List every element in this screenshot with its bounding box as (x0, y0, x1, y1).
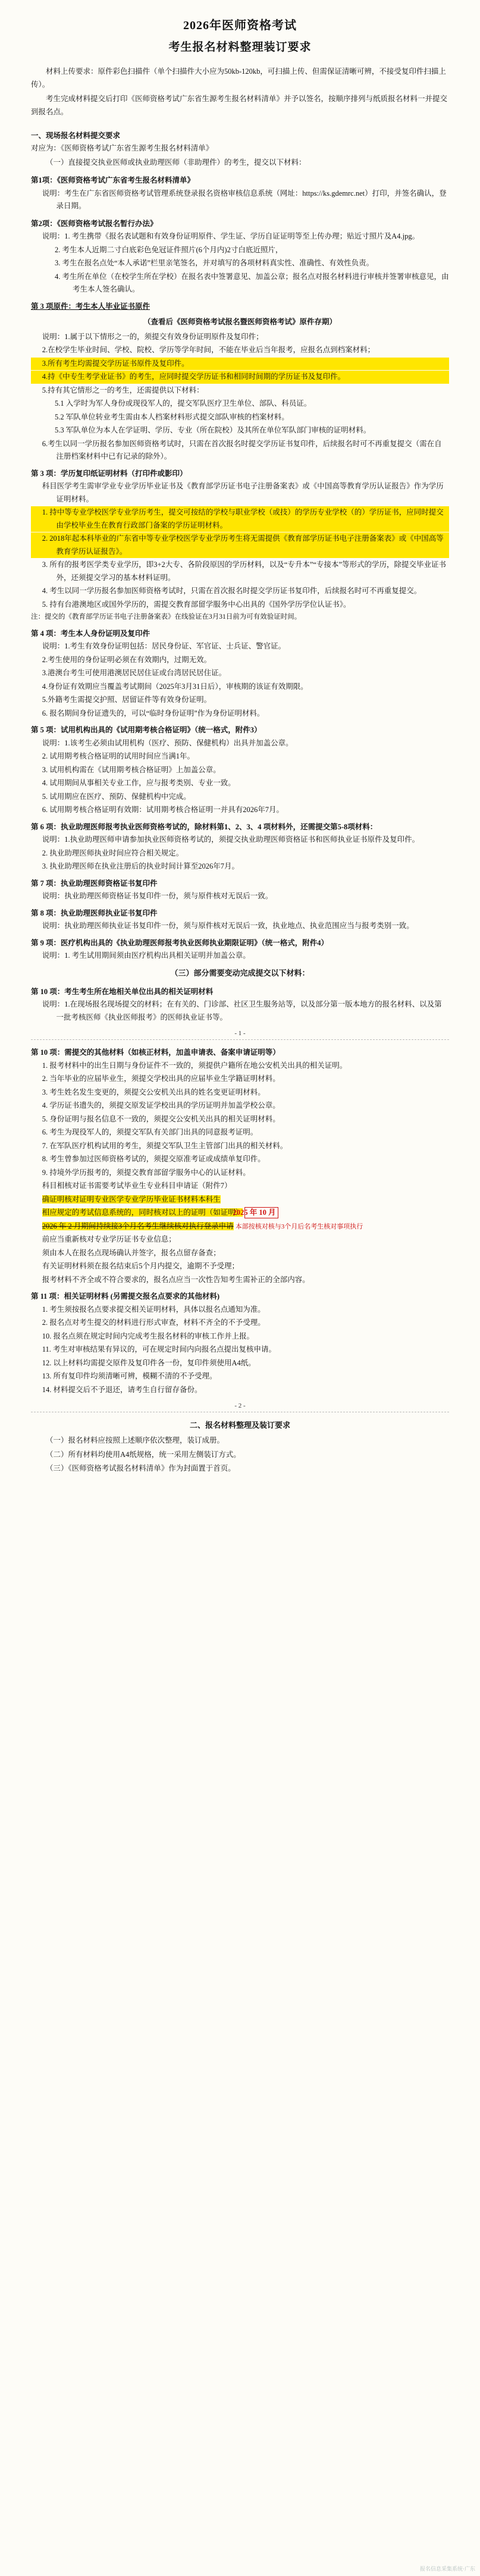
item-2-note-4: 4. 考生所在单位（在校学生所在学校）在报名表中签署意见、加盖公章；报名点对报名材料进行审核并签署审核意见，由考生本人签名确认。 (55, 272, 449, 294)
item-10-heading: 第 9 项：医疗机构出具的《执业助理医师报考执业医师执业期限证明》（统一格式，附件4） (31, 938, 329, 947)
section-2-line-2: （二）所有材料均使用A4纸规格，统一采用左侧装订方式。 (46, 1450, 241, 1459)
item-3-note-5: 5.持有其它情形之一的考生，还需提供以下材料： (42, 386, 204, 394)
item-9-note-1: 说明：执业助理医师执业证书复印件一份，须与原件核对无误后一致，执业地点、执业范围应当与报考类别一致。 (42, 922, 414, 930)
item-2-heading: 第2项：《医师资格考试报名暂行办法》 (31, 219, 158, 228)
item-3-subtitle: （查看后《医师资格考试报名暨医师资格考试》原件存期） (143, 318, 337, 327)
item-1-heading: 第1项：《医师资格考试广东省考生报名材料清单》 (31, 176, 195, 185)
item-8-heading: 第 7 项：执业助理医师资格证书复印件 (31, 879, 158, 888)
intro-paragraph-1: 材料上传要求：原件彩色扫描件（单个扫描件大小应为50kb-120kb，可扫描上传、但需保证清晰可辨，不接受复印件扫描上传）。 (31, 67, 446, 89)
highlight-line-2: 确证明核对证明专业医学专业学历毕业证书材料本科生 (42, 1195, 221, 1204)
item-6-note-3: 3. 试用机构需在《试用期考核合格证明》上加盖公章。 (42, 765, 221, 774)
highlight-line-4-tail: 本部按核对核与3个月后名考生核对事项执行 (235, 1223, 363, 1230)
section-2-line-3: （三）《医师资格考试报名材料清单》作为封面置于首页。 (46, 1464, 236, 1473)
item-7-heading: 第 6 项：执业助理医师报考执业医师资格考试的，除材料第1、2、3、4 项材料外，还需提交第5-8项材料： (31, 822, 378, 831)
item-4-note-4: 4. 考生以同一学历报名参加医师资格考试时，只需在首次报名时提交学历证书复印件，后续报名时可不再重复提交。 (42, 587, 422, 596)
item-12-note-7: 7. 在军队医疗机构试用的考生，须提交军队卫生主管部门出具的相关材料。 (42, 1141, 288, 1150)
item-5-note-3: 3.港澳台考生可使用港澳居民居住证或台湾居民居住证。 (42, 669, 227, 678)
highlight-line-5: 前应当重新核对专业学历证书专业信息； (42, 1235, 176, 1244)
item-14-note-3: 12. 以上材料均需提交原件及复印件各一份，复印件须使用A4纸。 (42, 1358, 256, 1367)
item-12-heading: 第 10 项：需提交的其他材料（如核正材料，加盖申请表、备案申请证明等） (31, 1048, 280, 1057)
section-2-heading: 二、报名材料整理及装订要求 (189, 1421, 290, 1430)
page-number-2: - 2 - (234, 1402, 246, 1410)
item-5-note-1: 说明：1.考生有效身份证明包括：居民身份证、军官证、士兵证、警官证。 (42, 642, 286, 651)
date-callout-box: 2025 年 10 月 (244, 1207, 278, 1218)
highlight-line-4-strikethrough: 2026 年 2 月期间持续接3个月名考生继续核对执行登录申请 (42, 1221, 234, 1230)
page-number-1: - 1 - (234, 1030, 246, 1038)
item-13-note-2: 2. 报名点对考生提交的材料进行形式审查，材料不齐全的不予受理。 (42, 1318, 265, 1327)
highlight-line-6: 须由本人在报名点现场确认并签字，报名点留存备查； (42, 1248, 221, 1257)
item-3-heading: 第 3 项原件：考生本人毕业证书原件 (31, 302, 150, 311)
highlight-line-8: 报考材料不齐全或不符合要求的，报名点应当一次性告知考生需补正的全部内容。 (42, 1275, 310, 1284)
highlight-line-1: 科目相核对证书需要考试毕业生专业科目申请证（附件7） (42, 1182, 232, 1190)
item-12-note-3: 3. 考生姓名发生变更的，须提交公安机关出具的姓名变更证明材料。 (42, 1088, 265, 1096)
section-2-line-1: （一）报名材料应按照上述顺序依次整理，装订成册。 (46, 1436, 225, 1444)
item-14-note-4: 13. 所有复印件均须清晰可辨，模糊不清的不予受理。 (42, 1372, 217, 1381)
item-4-note-5: 5. 持有台港澳地区或国外学历的，需提交教育部留学服务中心出具的《国外学历学位认证书》。 (42, 600, 351, 609)
item-7-note-1: 说明：1.执业助理医师申请参加执业医师资格考试的，须提交执业助理医师资格证书和医师执业证书原件及复印件。 (42, 835, 420, 844)
item-3-note-4-highlighted: 4.持《中专生考学业证书》的考生，应同时提交学历证书和相同时间期的学历证书及复印件。 (31, 371, 449, 384)
item-6-note-1: 说明：1.该考生必须由试用机构（医疗、预防、保健机构）出具并加盖公章。 (42, 738, 293, 747)
section-3-heading: （三）部分需要变动完成提交以下材料： (170, 968, 310, 977)
item-5-note-5: 5.外籍考生需提交护照、居留证件等有效身份证明。 (42, 695, 212, 704)
item-9-heading: 第 8 项：执业助理医师执业证书复印件 (31, 908, 158, 917)
item-2-note-3: 3. 考生在报名点处“本人承诺”栏里亲笔签名，并对填写的各项材料真实性、准确性、有效性负责。 (55, 259, 374, 268)
item-8-note-1: 说明：执业助理医师资格证书复印件一份，须与原件核对无误后一致。 (42, 892, 273, 901)
item-6-note-6: 6. 试用期考核合格证明有效期：试用期考核合格证明一并具有2026年7月。 (42, 806, 284, 814)
item-3-note-5-1: 5.1 入学时为军人身份或现役军人的，提交军队医疗卫生单位、部队、科员证。 (55, 399, 312, 408)
item-3-note-6: 6.考生以同一学历报名参加医师资格考试时，只需在首次报名时提交学历证书复印件，后续报名时可不再重复提交（需在自注册档案材料中已有记录的除外）。 (42, 439, 442, 461)
item-6-note-5: 5. 试用期应在医疗、预防、保健机构中完成。 (42, 792, 191, 801)
page-subtitle: 考生报名材料整理装订要求 (168, 41, 312, 54)
item-3-note-5-2: 5.2 军队单位转业考生需由本人档案材料形式提交部队审核的档案材料。 (55, 412, 289, 421)
item-6-note-2: 2. 试用期考核合格证明的试用时间应当满1年。 (42, 752, 195, 761)
item-11-note-1: 说明：1.在现场报名现场提交的材料；在有关的、门诊部、社区卫生服务站等，以及部分第一版本地方的报名材料、以及第一批考核医师《执业医师报考》的医师执业证书等。 (42, 1000, 442, 1021)
section-1-line-2: （一）直接提交执业医师或执业助理医师（非助理件）的考生，提交以下材料： (46, 158, 306, 167)
highlight-line-3: 相应规定的考试信息系统的，同时核对以上的证明（如证明） (42, 1208, 243, 1217)
item-12-note-8: 8. 考生曾参加过医师资格考试的，须提交原准考证或成绩单复印件。 (42, 1155, 265, 1164)
item-4-note-3: 3. 所有的报考医学类专业学历，即3+2大专、各阶段原因的学历材料，以及“专升本”“专接本”等形式的学历，除提交毕业证书外，还须提交学习的基本材料证明。 (42, 560, 446, 582)
item-4-footnote: 注：提交的《教育部学历证书电子注册备案表》在线验证在3月31日前为可有效验证时间。 (31, 613, 302, 621)
item-13-heading: 第 11 项：相关证明材料 (另需提交报名点要求的其他材料) (31, 1292, 220, 1301)
item-4-note-0: 科目医学考生需审学业专业学历毕业证书及《教育部学历证书电子注册备案表》或《中国高等教育学历认证报告》作为学历证明材料。 (42, 482, 444, 503)
item-3-note-3-highlighted: 3.所有考生均需提交学历证书原件及复印件。 (31, 358, 449, 371)
item-14-note-1: 10. 报名点须在规定时间内完成考生报名材料的审核工作并上报。 (42, 1331, 255, 1340)
highlight-line-7: 有关证明材料须在报名结束后5个月内提交，逾期不予受理； (42, 1262, 240, 1271)
item-2-note-2: 2. 考生本人近期二寸白底彩色免冠证件照片(6个月内)2寸白底近照片， (55, 245, 283, 254)
item-4-note-2-highlighted: 2. 2018年起本科毕业的广东省中等专业学校医学专业学历考生将无需提供《教育部学历证书电子注册备案表》或《中国高等教育学历认证报告》。 (31, 532, 449, 558)
item-13-note-1: 1. 考生须按报名点要求提交相关证明材料，具体以报名点通知为准。 (42, 1305, 265, 1314)
item-12-note-6: 6. 考生为现役军人的，须提交军队有关部门出具的同意报考证明。 (42, 1128, 258, 1137)
page-divider-1 (31, 1039, 449, 1040)
item-7-note-2: 2. 执业助理医师执业时间应符合相关规定。 (42, 848, 184, 857)
section-1-heading: 一、现场报名材料提交要求 (31, 131, 121, 140)
item-7-note-3: 3. 执业助理医师在执业注册后的执业时间计算至2026年7月。 (42, 862, 240, 871)
item-12-note-9: 9. 持境外学历报考的，须提交教育部留学服务中心的认证材料。 (42, 1168, 250, 1177)
item-5-note-4: 4.身份证有效期应当覆盖考试期间（2025年3月31日后），审核期的该证有效期限。 (42, 682, 308, 691)
item-5-note-2: 2.考生使用的身份证明必须在有效期内，过期无效。 (42, 655, 212, 664)
item-11-heading: 第 10 项：考生考生所在地相关单位出具的相关证明材料 (31, 987, 214, 996)
item-3-note-5-3: 5.3 军队单位为本人在学证明、学历、专业（所在院校）及其所在单位军队部门审核的证明材料。 (55, 426, 371, 435)
item-12-note-5: 5. 身份证明与报名信息不一致的，须提交公安机关出具的相关证明材料。 (42, 1114, 280, 1123)
item-14-note-5: 14. 材料提交后不予退还，请考生自行留存备份。 (42, 1385, 202, 1394)
item-3-note-2: 2.在校学生毕业时间、学校、院校、学历等学年时间，不能在毕业后当年报考，应报名点到档案材料； (42, 346, 375, 355)
item-2-note-1: 说明：1. 考生携带《报名表试题和有效身份证明原件、学生证、学历自证证明等至上传办理；贴近寸照片及A4.jpg。 (42, 232, 420, 241)
item-12-note-2: 2. 当年毕业的应届毕业生，须提交学校出具的应届毕业生学籍证明材料。 (42, 1074, 280, 1083)
item-14-note-2: 11. 考生对审核结果有异议的，可在规定时间内向报名点提出复核申请。 (42, 1345, 277, 1354)
item-12-note-1: 1. 报考材料中的出生日期与身份证件不一致的，须提供户籍所在地公安机关出具的相关证明。 (42, 1061, 347, 1070)
intro-paragraph-2: 考生完成材料提交后打印《医师资格考试广东省生源考生报名材料清单》并予以签名，按顺序排列与纸质报名材料一并提交到报名点。 (31, 95, 448, 116)
watermark-label: 报名信息采集系统·广东 (420, 2566, 475, 2572)
item-10-note-1: 说明：1. 考生试用期间须由医疗机构出具相关证明并加盖公章。 (42, 951, 250, 960)
item-4-note-1-highlighted: 1. 持中等专业学校医学专业学历考生，提交可按结的学校与职业学校（或技）的学历专业学校（的）学历证书，应同时提交由学校毕业生在教育行政部门备案的学历证明材料。 (31, 506, 449, 532)
item-5-note-6: 6. 报名期间身份证遗失的，可以“临时身份证明”作为身份证明材料。 (42, 709, 265, 717)
item-4-heading: 第 3 项：学历复印纸证明材料（打印件或影印） (31, 469, 187, 478)
item-12-note-4: 4. 学历证书遗失的，须提交原发证学校出具的学历证明并加盖学校公章。 (42, 1101, 280, 1110)
item-1-note: 说明：考生在广东省医师资格考试管理系统登录报名资格审核信息系统（网址：https://ks.gdemrc.net）打印，并签名确认，登录日期。 (42, 189, 447, 211)
item-6-note-4: 4. 试用期间从事相关专业工作，应与报考类别、专业一致。 (42, 779, 236, 788)
item-3-note-1: 说明：1.属于以下情形之一的，须提交有效身份证明原件及复印件； (42, 332, 263, 341)
item-6-heading: 第 5 项：试用机构出具的《试用期考核合格证明》（统一格式，附件3） (31, 726, 262, 735)
item-5-heading: 第 4 项：考生本人身份证明及复印件 (31, 629, 150, 638)
page-title: 2026年医师资格考试 (183, 19, 297, 32)
section-1-line-1: 对应为：《医师资格考试广东省生源考生报名材料清单》 (31, 144, 214, 153)
